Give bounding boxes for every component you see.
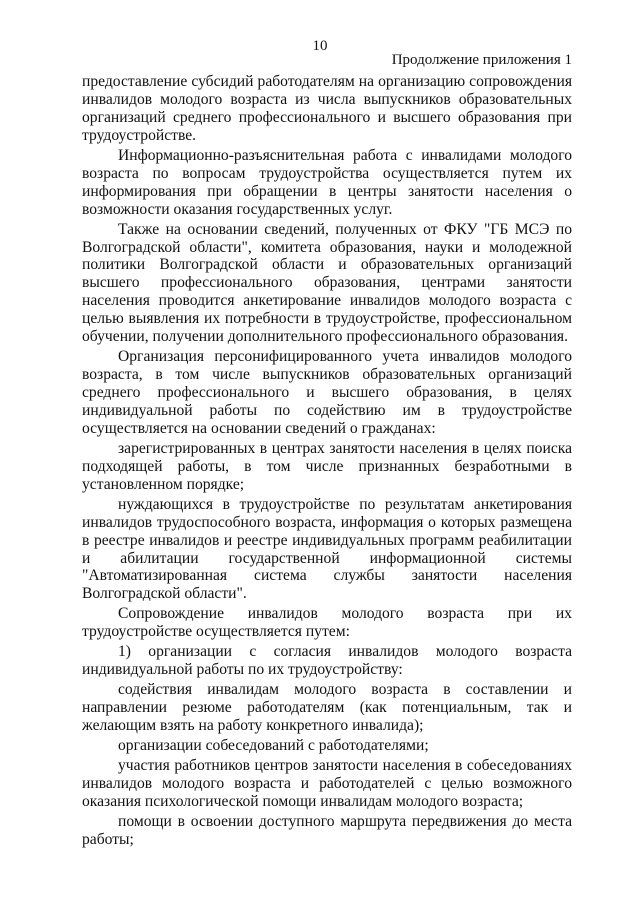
paragraph-resume-help: содействия инвалидам молодого возраста в составлении и направлении резюме работодателям (как потенциальным, так и желающим взять на работу конкретного инвалида); (82, 681, 572, 735)
paragraph-needing-employment: нуждающихся в трудоустройстве по результатам анкетирования инвалидов трудоспособного возраста, информация о которых размещена в реестре инвалидов и реестре индивидуальных программ реабилитации и абилитации государственной информационной системы "Автоматизированная система службы занятости населения Волгоградской области". (82, 495, 572, 603)
paragraph-personal-accounting: Организация персонифицированного учета инвалидов молодого возраста, в том числе выпускников образовательных организаций среднего профессионального и высшего образования, в целях индивидуальной работы по содействию им в трудоустройстве осуществляется на основании сведений о гражданах: (82, 348, 572, 437)
paragraph-survey: Также на основании сведений, полученных от ФКУ "ГБ МСЭ по Волгоградской области", комитета образования, науки и молодежной политики Волгоградской области и образовательных организаций высшего профессионального образования, центрами занятости населения проводится анкетирование инвалидов молодого возраста с целью выявления их потребности в трудоустройстве, профессиональном обучении, получении дополнительного профессионального образования. (82, 220, 572, 346)
paragraph-registered: зарегистрированных в центрах занятости населения в целях поиска подходящей работы, в том числе признанных безработными в установленном порядке; (82, 439, 572, 493)
paragraph-information-work: Информационно-разъяснительная работа с инвалидами молодого возраста по вопросам трудоустройства осуществляется путем их информирования при обращении в центры занятости населения о возможности оказания государственных услуг. (82, 146, 572, 218)
paragraph-route-help: помощи в освоении доступного маршрута передвижения до места работы; (82, 813, 572, 849)
paragraph-support-intro: Сопровождение инвалидов молодого возраста при их трудоустройстве осуществляется путем: (82, 605, 572, 641)
paragraph-interviews: организации собеседований с работодателями; (118, 737, 429, 755)
paragraph-subsidies: предоставление субсидий работодателям на организацию сопровождения инвалидов молодого возраста из числа выпускников образовательных организаций среднего профессионального и высшего образования при трудоустройстве. (82, 73, 572, 144)
paragraph-item-1: 1) организации с согласия инвалидов молодого возраста индивидуальной работы по их трудоустройству: (82, 643, 572, 679)
paragraph-staff-participation: участия работников центров занятости населения в собеседованиях инвалидов молодого возраста и работодателей с целью возможного оказания психологической помощи инвалидам молодого возраста; (82, 757, 572, 811)
body-text (82, 73, 572, 851)
page-number: 10 (312, 38, 328, 54)
continuation-header: Продолжение приложения 1 (391, 52, 572, 68)
